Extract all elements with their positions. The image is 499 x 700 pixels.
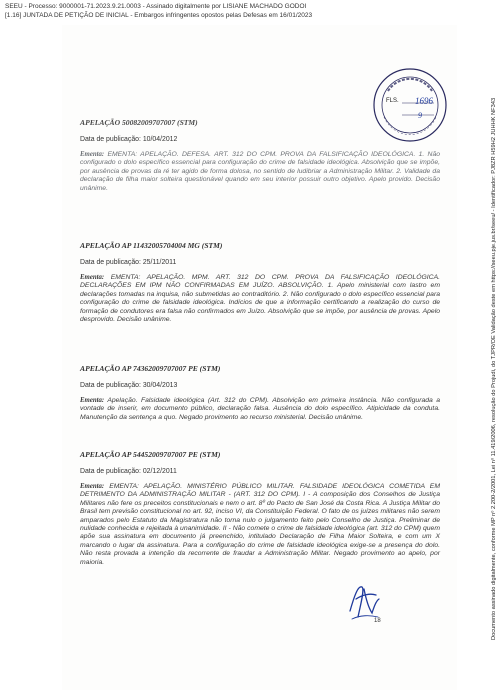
ementa-label: Ementa: [80,274,105,281]
block-ementa [80,397,440,422]
block-date: Data de publicação: 30/04/2013 [80,382,178,389]
block-date: Data de publicação: 25/11/2011 [80,259,177,266]
block-title: APELAÇÃO AP 11432005704004 MG (STM) [80,241,223,250]
document-header [5,3,312,20]
header-juntada-line: [1.16] JUNTADA DE PETIÇÃO DE INICIAL - Embargos infringentes opostos pelas Defesas em 16/01/2023 [5,11,313,19]
block-ementa [80,274,440,324]
block-title: APELAÇÃO AP 54452009707007 PE (STM) [80,450,221,459]
block-title: APELAÇÃO 50082009707007 (STM) [80,118,198,127]
jurisprudence-block-1 [80,118,440,193]
ementa-text: EMENTA: APELAÇÃO. MPM. ART. 312 DO CPM. PROVA DA FALSIFICAÇÃO IDEOLÓGICA. DECLARAÇÕES EM IPM NÃO CONFIRMADAS EM JUÍZO. ABSOLVIÇÃO. 1. Apelo ministerial com lastro em declarações tomadas na inquisa, não submetidas ao contraditório. 2. Não configurado o dolo específico essencial para configuração do crime de falsidade ideológica. Indícios de que a informação certificando a realização do curso de formação de condutores era falsa não confirmados em Juízo. Absolvição que se impõe, por ausência de provas. Apelo desprovido. Decisão unânime. [80,274,440,324]
header-process-line: SEEU - Processo: 9000001-71.2023.9.21.0003 - Assinado digitalmente por LISIANE MACHADO GODOI [5,3,307,10]
ementa-label: Ementa: [80,397,105,404]
stamp-page-number: 1696 [415,96,433,106]
jurisprudence-block-4 [80,450,440,567]
sidebar-validation-text: Documento assinado digitalmente, conforme MP nº 2.200-2/2001, Lei nº 11.419/2006, resolução do Projudi, do TJPR/OE Validação deste em https://seeu.pje.jus.br/seeu/ - Identificador: PJ8ZR H59H2 JUHHK NF343 [491,97,497,640]
ementa-label: Ementa: [80,483,105,490]
block-title: APELAÇÃO AP 74362009707007 PE (STM) [80,364,221,373]
stamp-verso: 9 [418,111,422,120]
ementa-text: Apelação. Falsidade ideológica (Art. 312 do CPM). Absolvição em primeira instância. Não configurada a vontade de inserir, em documento público, declaração falsa. Ausência do dolo específico. Atipicidade da conduta. Manutenção da sentença a quo. Negado provimento ao recurso ministerial. Decisão unânime. [80,397,440,421]
page-number: 18 [374,618,381,624]
block-ementa [80,483,440,567]
jurisprudence-block-3 [80,364,440,422]
block-date: Data de publicação: 10/04/2012 [80,136,178,143]
ementa-text: EMENTA: APELAÇÃO. DEFESA. ART. 312 DO CPM. PROVA DA FALSIFICAÇÃO IDEOLÓGICA. 1. Não configurado o dolo específico essencial para configuração do crime de falsidade ideológica. Absolvição que se impõe, por ausência de provas da ré ter agido de forma dolosa, no sentido de ludibriar a Administração Militar. 2. Validade da declaração de filha maior solteira questionável quando em seu interior possuir outro objetivo. Apelo provido. Decisão unânime. [80,151,440,192]
stamp-fls-label: FLS. [386,98,399,104]
ementa-label: Ementa: [80,151,105,158]
block-date: Data de publicação: 02/12/2011 [80,468,177,475]
jurisprudence-block-2 [80,241,440,324]
block-ementa [80,151,440,193]
signature-validation-sidebar [467,97,497,640]
ementa-text: EMENTA: APELAÇÃO. MINISTÉRIO PÚBLICO MILITAR. FALSIDADE IDEOLÓGICA COMETIDA EM DETRIMENTO DA ADMINISTRAÇÃO MILITAR - (ART. 312 DO CPM). I - A composição dos Conselhos de Justiça Militares não fere os preceitos constitucionais e nem o art. 8º do Pacto de San José da Costa Rica. A Justiça Militar do Brasil tem previsão constitucional no art. 92, inciso VI, da Constituição Federal. O fato de os juízes militares não serem amparados pelo Estatuto da Magistratura não torna nulo o julgamento feito pelo Conselho de Justiça. Preliminar de nulidade conhecida e rejeitada à unanimidade. II - Não comete o crime de falsidade ideológica (art. 312 do CPM) quem apõe sua assinatura em documento já preenchido, intitulado Declaração de Filha Maior Solteira, e com um X marcando o lugar da assinatura. Para a configuração do crime de falsidade ideológica exige-se a presença do dolo. Não resta provada a intenção da recorrente de fraudar a Administração Militar. Negado provimento ao apelo, por maioria. [80,483,440,566]
